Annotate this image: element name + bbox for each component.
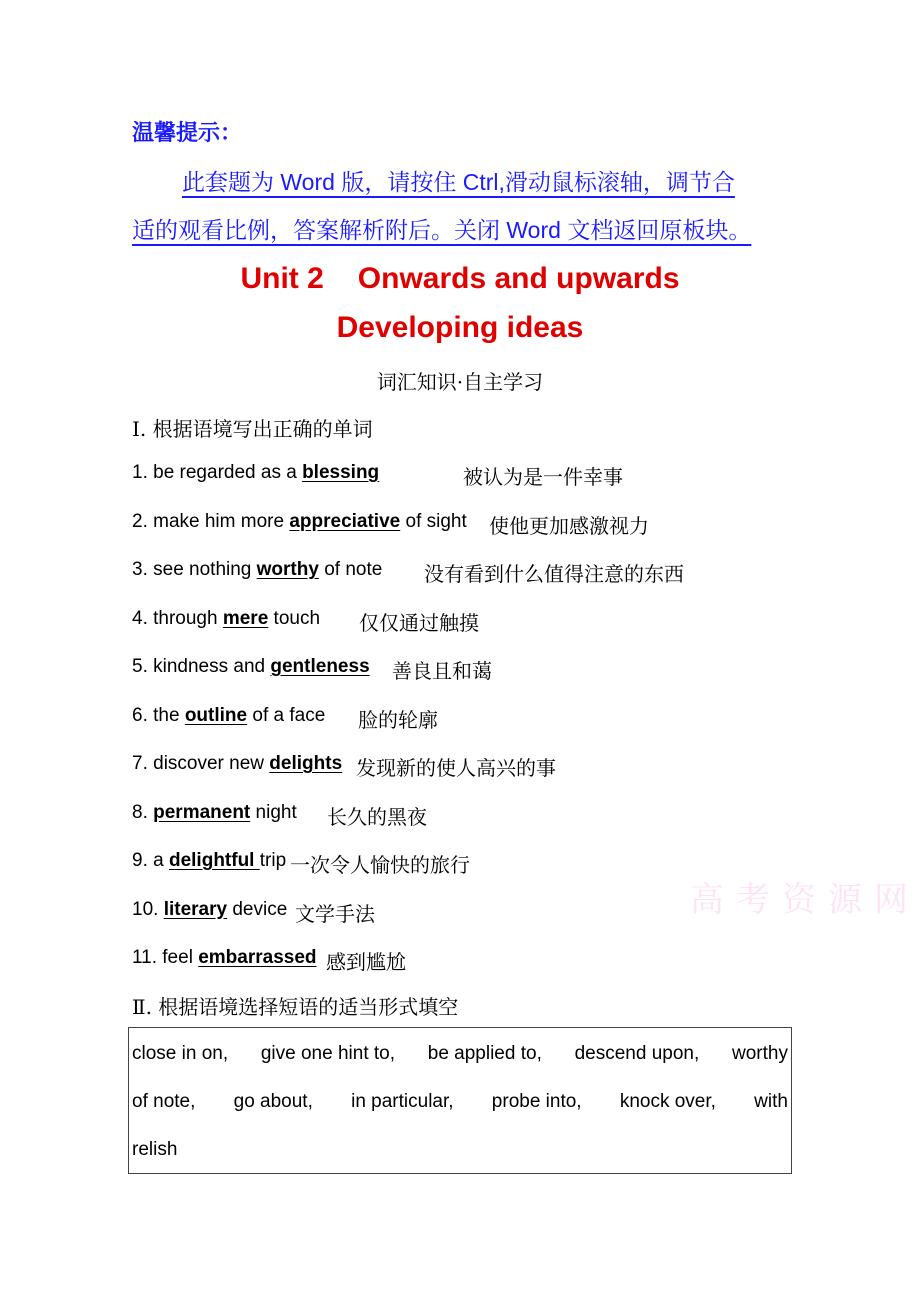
tip-line-2[interactable]: 适的观看比例，答案解析附后。关闭 Word 文档返回原板块。 — [132, 217, 752, 243]
phrase-option: probe into, — [491, 1091, 582, 1112]
item-prefix: 10. — [132, 898, 164, 920]
item-chinese: 仅仅通过触摸 — [359, 610, 479, 635]
unit-heading — [0, 262, 920, 296]
item-answer: blessing — [302, 462, 380, 483]
item-answer: mere — [222, 607, 269, 629]
item-prefix: 5. kindness and — [132, 656, 271, 677]
item-prefix: 9. a — [132, 850, 169, 871]
vocab-item — [132, 656, 832, 686]
lesson-subtitle: Developing ideas — [336, 311, 584, 344]
item-chinese: 发现新的使人高兴的事 — [356, 756, 556, 780]
item-prefix: 6. the — [132, 704, 185, 726]
item-chinese: 长久的黑夜 — [327, 804, 427, 829]
vocab-item — [132, 608, 832, 638]
vocab-item — [132, 947, 832, 977]
phrase-option: worthy — [731, 1043, 788, 1064]
phrase-option: knock over, — [619, 1091, 716, 1112]
item-prefix: 1. be regarded as a — [132, 462, 303, 483]
phrase-option: with — [754, 1091, 788, 1112]
unit-title: Onwards and upwards — [357, 262, 680, 295]
phrase-line — [132, 1139, 788, 1161]
phrase-option: be applied to, — [427, 1043, 542, 1064]
item-prefix: 3. see nothing — [132, 559, 257, 580]
phrase-option: of note, — [132, 1091, 196, 1112]
phrase-box — [128, 1027, 792, 1174]
vocab-item — [132, 511, 832, 541]
watermark: 高考资源网 — [690, 880, 920, 920]
item-answer: worthy — [256, 559, 319, 580]
section2-title: Ⅱ. 根据语境选择短语的适当形式填空 — [132, 995, 459, 1019]
phrase-option: give one hint to, — [260, 1043, 396, 1064]
item-chinese: 没有看到什么值得注意的东西 — [424, 562, 684, 586]
item-answer: literary — [163, 898, 228, 920]
item-suffix: touch — [268, 607, 321, 629]
item-chinese: 文学手法 — [295, 901, 375, 926]
item-chinese: 被认为是一件幸事 — [463, 465, 623, 489]
item-prefix: 4. through — [132, 607, 223, 629]
section1-title: Ⅰ. 根据语境写出正确的单词 — [132, 417, 373, 441]
phrase-option: relish — [132, 1139, 178, 1160]
item-answer: delightful — [168, 850, 260, 871]
item-answer: permanent — [153, 801, 251, 823]
item-chinese: 感到尴尬 — [326, 950, 406, 974]
item-prefix: 2. make him more — [132, 510, 290, 532]
vocab-item — [132, 705, 832, 735]
item-answer: embarrassed — [198, 947, 317, 968]
item-answer: delights — [269, 753, 343, 774]
vocab-item — [132, 753, 832, 783]
item-chinese: 脸的轮廓 — [358, 707, 438, 732]
item-chinese: 一次令人愉快的旅行 — [290, 853, 470, 877]
vocab-item — [132, 802, 832, 832]
item-prefix: 7. discover new — [132, 753, 270, 774]
phrase-option: in particular, — [351, 1091, 454, 1112]
phrase-line — [132, 1043, 788, 1065]
vocab-item — [132, 462, 832, 492]
item-prefix: 11. feel — [132, 947, 199, 968]
item-prefix: 8. — [132, 801, 154, 823]
item-suffix: trip — [259, 850, 287, 871]
phrase-option: go about, — [233, 1091, 313, 1112]
phrase-line — [132, 1091, 788, 1113]
item-suffix: of a face — [247, 704, 326, 726]
vocab-item — [132, 559, 832, 589]
section-label: 词汇知识·自主学习 — [376, 370, 544, 394]
item-chinese: 善良且和蔼 — [392, 659, 492, 683]
tip-line-1[interactable]: 此套题为 Word 版，请按住 Ctrl,滑动鼠标滚轴，调节合 — [182, 169, 735, 195]
item-suffix: of note — [318, 559, 383, 580]
item-answer: gentleness — [270, 656, 370, 677]
item-suffix: night — [250, 801, 297, 823]
phrase-option: descend upon, — [574, 1043, 700, 1064]
phrase-option: close in on, — [132, 1043, 229, 1064]
item-answer: appreciative — [289, 510, 401, 532]
tip-title: 温馨提示： — [132, 120, 243, 145]
item-answer: outline — [184, 704, 248, 726]
item-suffix: of sight — [400, 510, 467, 532]
item-suffix: device — [227, 898, 288, 920]
item-chinese: 使他更加感激视力 — [489, 513, 649, 538]
unit-number: Unit 2 — [240, 262, 324, 295]
